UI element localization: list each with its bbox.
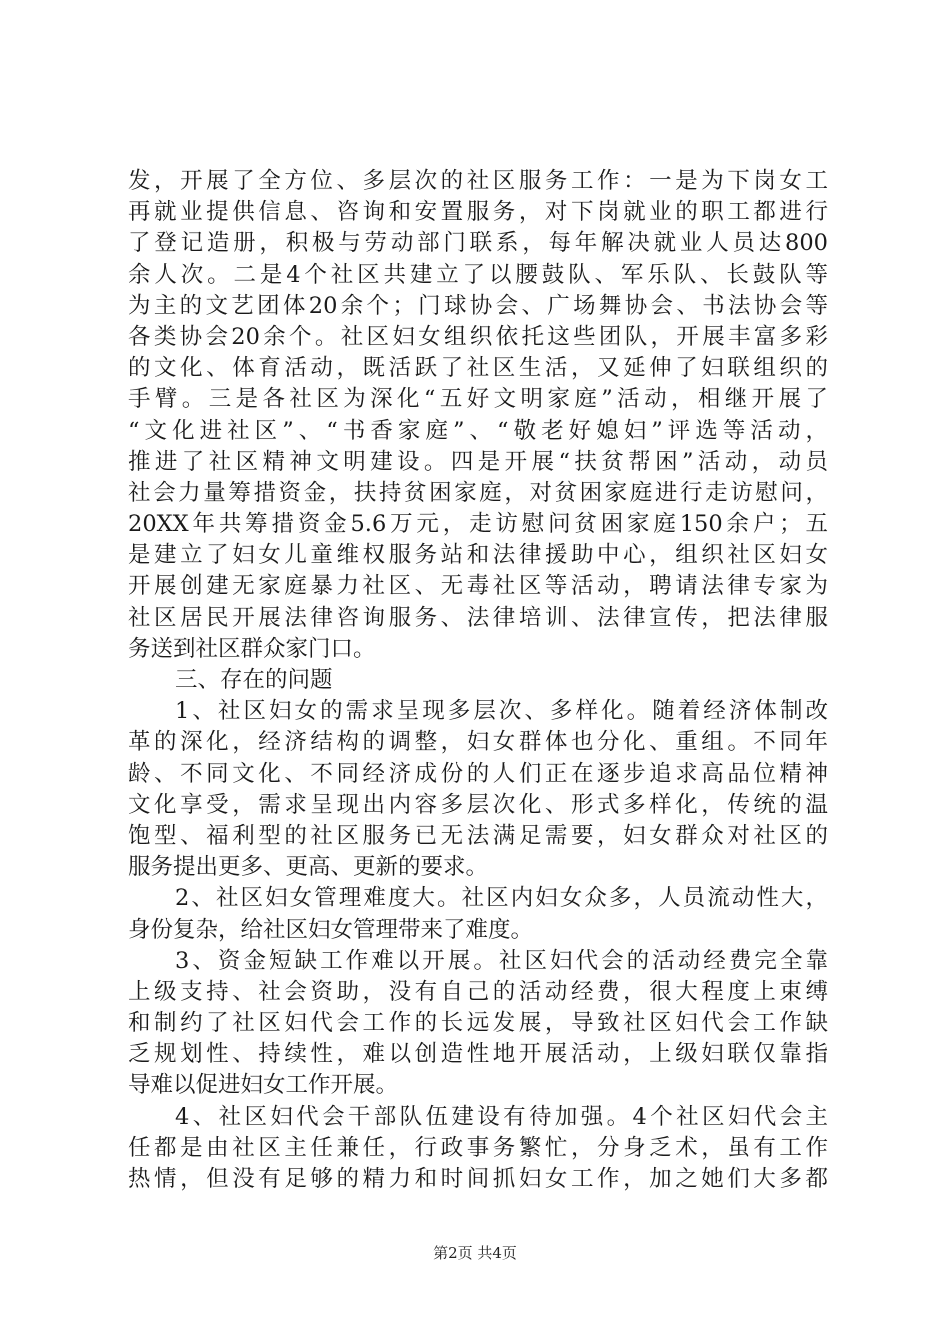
text-line: 服务提出更多、更高、更新的要求。: [128, 854, 489, 881]
text-line: 各类协会20余个。社区妇女组织依托这些团队，开展丰富多彩: [128, 323, 828, 350]
text-line: 文化享受，需求呈现出内容多层次化、形式多样化，传统的温: [128, 791, 828, 818]
section-heading: 三、存在的问题: [175, 667, 333, 693]
text-line: 社区居民开展法律咨询服务、法律培训、法律宣传，把法律服: [128, 604, 828, 631]
text-line: 1、社区妇女的需求呈现多层次、多样化。随着经济体制改: [175, 698, 828, 725]
text-line: 身份复杂，给社区妇女管理带来了难度。: [128, 916, 534, 943]
text-line: 推进了社区精神文明建设。四是开展“扶贫帮困”活动，动员: [128, 448, 828, 475]
text-line: 是建立了妇女儿童维权服务站和法律援助中心，组织社区妇女: [128, 542, 828, 569]
text-line: 2、社区妇女管理难度大。社区内妇女众多，人员流动性大，: [175, 885, 828, 912]
document-body: [128, 166, 828, 1195]
text-line: 乏规划性、持续性，难以创造性地开展活动，上级妇联仅靠指: [128, 1041, 828, 1068]
text-line: 再就业提供信息、咨询和安置服务，对下岗就业的职工都进行: [128, 199, 828, 226]
text-line: 的文化、体育活动，既活跃了社区生活，又延伸了妇联组织的: [128, 355, 828, 382]
text-line: 开展创建无家庭暴力社区、无毒社区等活动，聘请法律专家为: [128, 573, 828, 600]
text-line: 了登记造册，积极与劳动部门联系，每年解决就业人员达800: [128, 230, 828, 257]
text-line: 3、资金短缺工作难以开展。社区妇代会的活动经费完全靠: [175, 947, 828, 974]
text-line: 20XX年共筹措资金5.6万元，走访慰问贫困家庭150余户；五: [128, 511, 828, 538]
text-line: 手臂。三是各社区为深化“五好文明家庭”活动，相继开展了: [128, 386, 828, 413]
text-line: 务送到社区群众家门口。: [128, 635, 376, 662]
text-line: 社会力量筹措资金，扶持贫困家庭，对贫困家庭进行走访慰问，: [128, 479, 828, 506]
text-line: 余人次。二是4个社区共建立了以腰鼓队、军乐队、长鼓队等: [128, 261, 828, 288]
text-line: 龄、不同文化、不同经济成份的人们正在逐步追求高品位精神: [128, 760, 828, 787]
text-line: 4、社区妇代会干部队伍建设有待加强。4个社区妇代会主: [175, 1103, 828, 1130]
text-line: 任都是由社区主任兼任，行政事务繁忙，分身乏术，虽有工作: [128, 1134, 828, 1161]
page-footer: [0, 1243, 950, 1263]
text-line: 热情，但没有足够的精力和时间抓妇女工作，加之她们大多都: [128, 1166, 828, 1192]
text-line: “文化进社区”、“书香家庭”、“敬老好媳妇”评选等活动，: [128, 417, 828, 444]
text-line: 饱型、福利型的社区服务已无法满足需要，妇女群众对社区的: [128, 822, 828, 849]
text-line: 发，开展了全方位、多层次的社区服务工作：一是为下岗女工: [128, 168, 828, 194]
text-line: 为主的文艺团体20余个；门球协会、广场舞协会、书法协会等: [128, 292, 828, 319]
text-line: 导难以促进妇女工作开展。: [128, 1072, 399, 1099]
text-line: 和制约了社区妇代会工作的长远发展，导致社区妇代会工作缺: [128, 1010, 828, 1037]
text-line: 上级支持、社会资助，没有自己的活动经费，很大程度上束缚: [128, 978, 828, 1005]
text-line: 革的深化，经济结构的调整，妇女群体也分化、重组。不同年: [128, 729, 828, 756]
page-number: 第2页 共4页: [433, 1244, 517, 1262]
